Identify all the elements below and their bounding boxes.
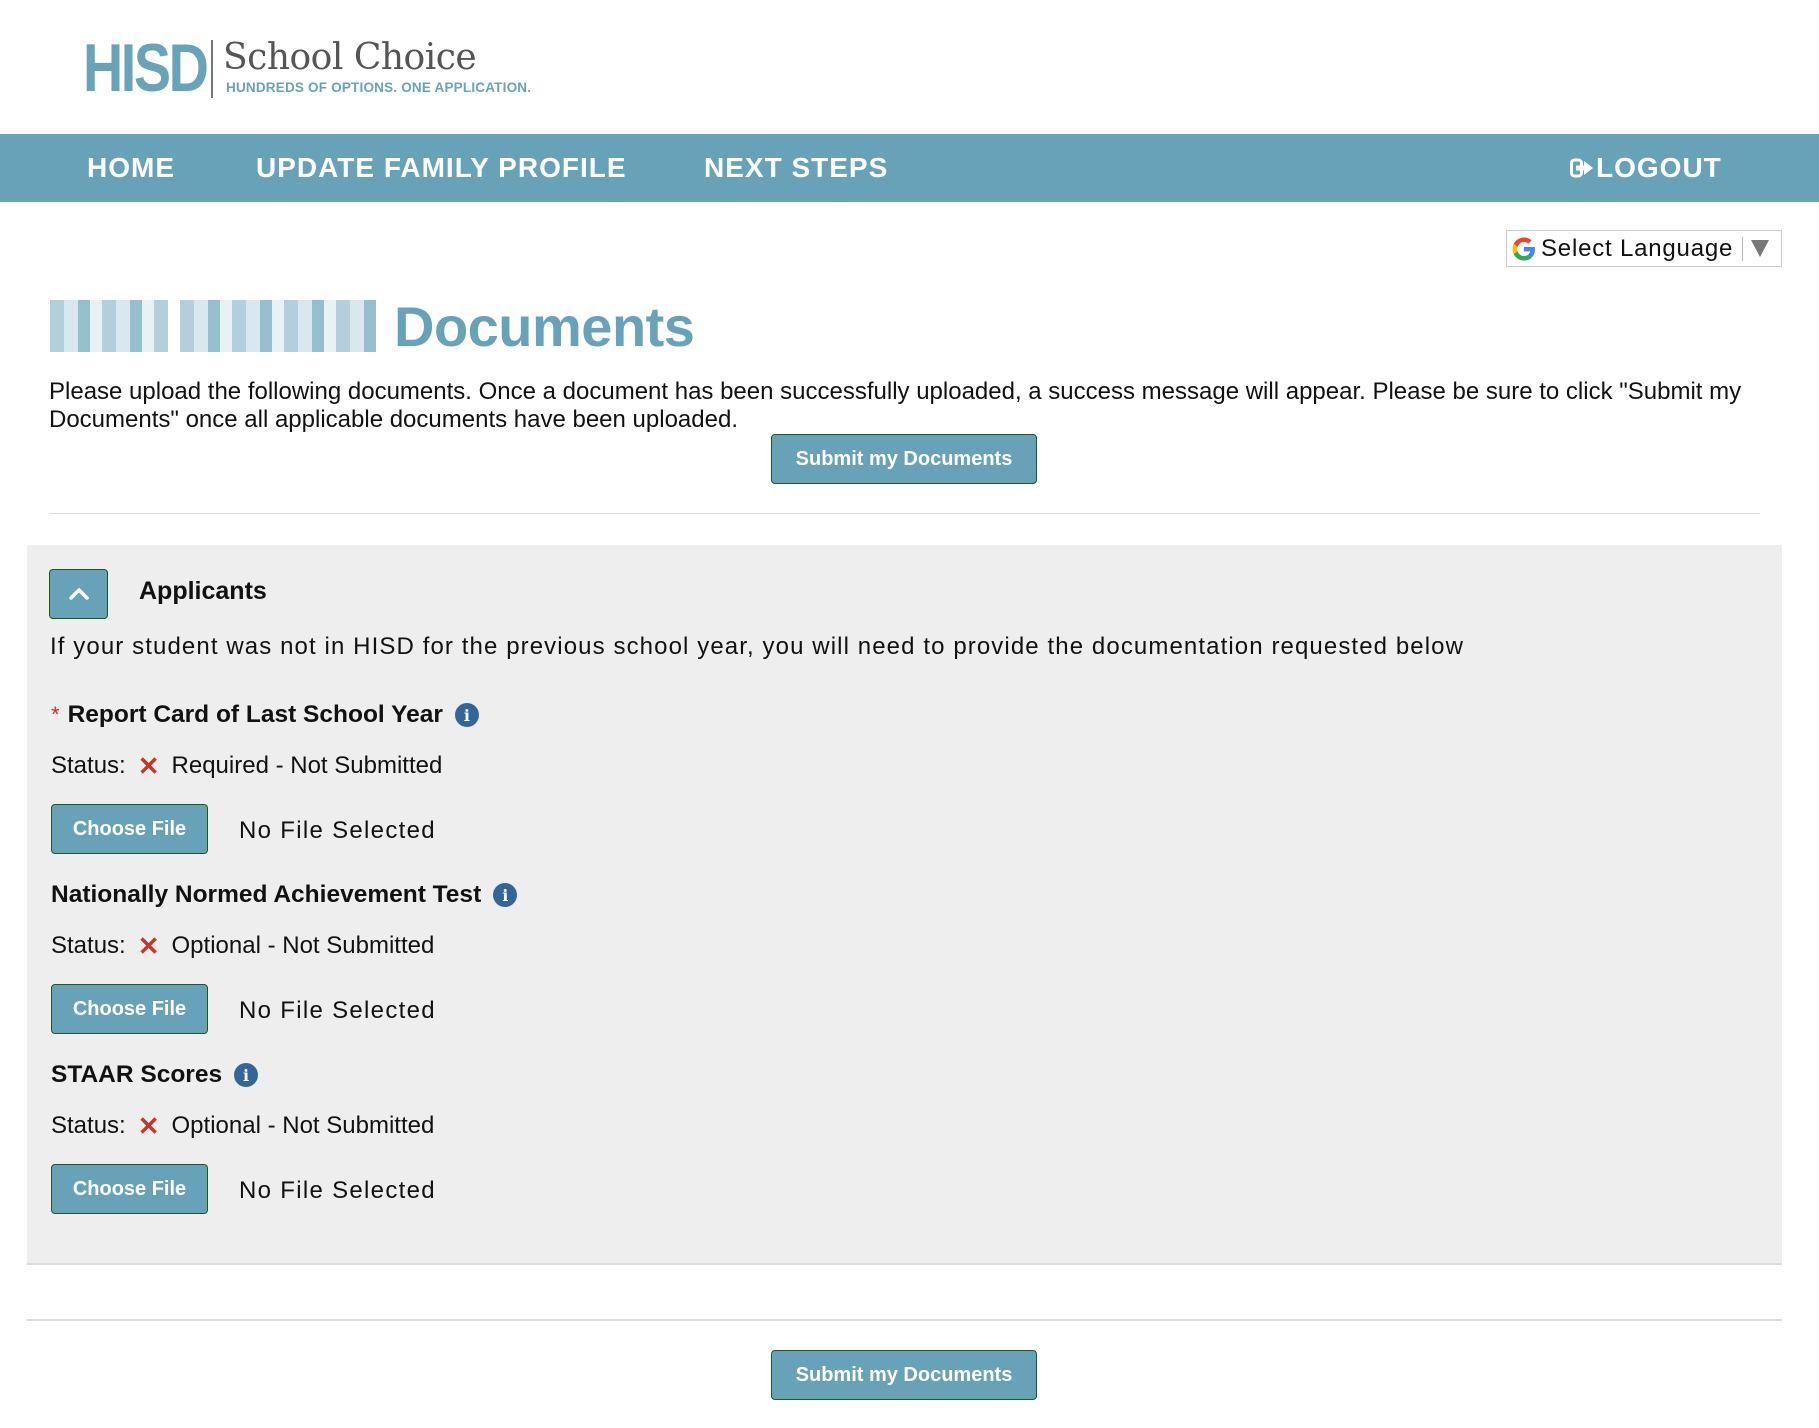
language-select-separator — [1742, 237, 1743, 261]
hisd-school-choice-logo[interactable] — [83, 30, 532, 106]
document-status — [51, 752, 442, 780]
nav-home[interactable]: HOME — [87, 152, 175, 183]
not-submitted-x-icon: ✕ — [137, 1111, 160, 1141]
document-title-row — [51, 880, 517, 910]
redacted-block — [180, 300, 376, 352]
nav-logout[interactable] — [1570, 134, 1722, 202]
caret-down-icon — [1751, 240, 1769, 257]
logout-label: LOGOUT — [1596, 152, 1722, 183]
document-title-row — [51, 1060, 258, 1090]
info-icon[interactable]: i — [234, 1063, 258, 1087]
choose-file-button[interactable]: Choose File — [51, 804, 208, 854]
submit-documents-button-top[interactable]: Submit my Documents — [771, 434, 1037, 484]
document-title: Nationally Normed Achievement Test — [51, 881, 482, 908]
document-status — [51, 1112, 434, 1140]
site-header — [0, 0, 1819, 134]
info-icon[interactable]: i — [455, 703, 479, 727]
collapse-applicants-button[interactable] — [49, 569, 108, 619]
document-status — [51, 932, 434, 960]
document-title-row — [51, 700, 479, 730]
not-submitted-x-icon: ✕ — [137, 751, 160, 781]
status-label: Status: — [51, 752, 126, 779]
intro-text: Please upload the following documents. Once a document has been successfully uploaded, a success message will appear. Please be sure to click "Submit my Documents" once all applicable documents have been uploaded. — [49, 378, 1742, 433]
google-g-icon — [1511, 236, 1537, 262]
file-selection-text: No File Selected — [239, 817, 436, 844]
file-selection-text: No File Selected — [239, 1177, 436, 1204]
applicants-panel — [27, 545, 1782, 1265]
divider — [49, 513, 1760, 514]
file-selection-text: No File Selected — [239, 997, 436, 1024]
status-value: Optional - Not Submitted — [171, 1112, 435, 1139]
redacted-student-name — [50, 300, 376, 352]
document-staar-scores — [51, 1060, 436, 1204]
document-title: STAAR Scores — [51, 1061, 223, 1088]
required-asterisk: * — [51, 702, 60, 727]
submit-documents-button-bottom[interactable]: Submit my Documents — [771, 1350, 1037, 1400]
status-value: Required - Not Submitted — [171, 752, 443, 779]
nav-next-steps[interactable]: NEXT STEPS — [704, 152, 889, 183]
document-title: Report Card of Last School Year — [67, 701, 443, 728]
status-label: Status: — [51, 1112, 126, 1139]
page-title-row — [50, 294, 695, 358]
document-nationally-normed-test — [51, 880, 517, 1024]
not-submitted-x-icon: ✕ — [137, 931, 160, 961]
logo-text-group — [223, 36, 531, 95]
document-report-card — [51, 700, 479, 844]
logo-hisd-text: HISD — [83, 30, 207, 106]
choose-file-button[interactable]: Choose File — [51, 1164, 208, 1214]
divider — [27, 1319, 1782, 1321]
main-nav — [0, 134, 1819, 202]
logo-tagline: HUNDREDS OF OPTIONS. ONE APPLICATION. — [226, 80, 532, 95]
redacted-block — [50, 300, 168, 352]
language-select[interactable] — [1506, 230, 1782, 267]
status-label: Status: — [51, 932, 126, 959]
chevron-up-icon — [67, 586, 91, 602]
status-value: Optional - Not Submitted — [171, 932, 435, 959]
panel-description: If your student was not in HISD for the previous school year, you will need to provide the documentation requested below — [50, 633, 1465, 660]
page-title: Documents — [394, 294, 695, 358]
info-icon[interactable]: i — [493, 883, 517, 907]
language-select-label: Select Language — [1541, 234, 1734, 262]
nav-update-family-profile[interactable]: UPDATE FAMILY PROFILE — [256, 152, 627, 183]
logo-divider — [211, 40, 213, 98]
choose-file-button[interactable]: Choose File — [51, 984, 208, 1034]
sign-out-icon — [1570, 158, 1594, 178]
logo-title: School Choice — [223, 37, 477, 78]
panel-title: Applicants — [139, 577, 267, 605]
